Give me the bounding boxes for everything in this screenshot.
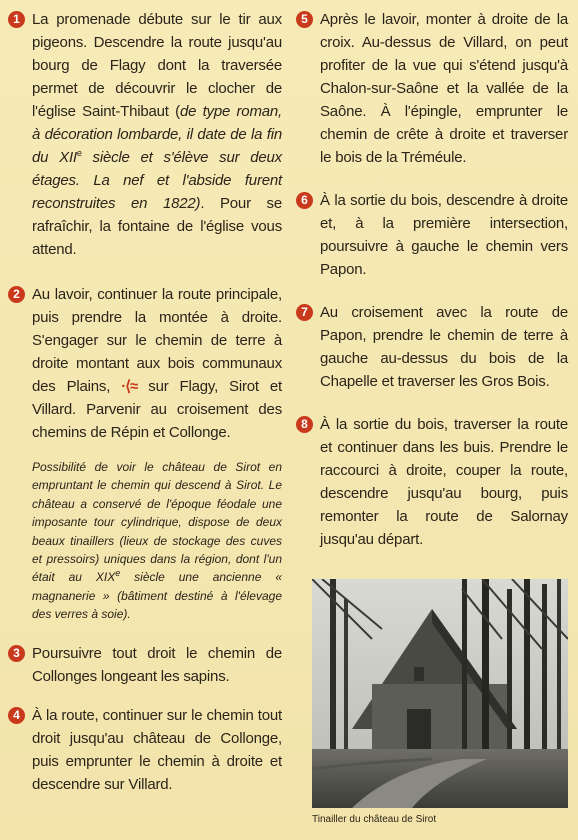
- text-run: À la route, continuer sur le chemin tout droit jusqu'au château de Collonge, puis emprunter le chemin à droite et descendre sur Villard.: [32, 706, 282, 793]
- step-text: [320, 301, 568, 393]
- step-8: [296, 413, 568, 551]
- text-run: siècle une ancienne « magnanerie » (bâtiment destiné à l'élevage des verres à soie).: [32, 570, 282, 622]
- text-run: À la sortie du bois, traverser la route et continuer dans les buis. Prendre le raccourci à droite, couper la route, descendre jusqu'au bourg, puis remonter la route de Salornay jusqu'au départ.: [320, 416, 568, 548]
- step-number-badge: 4: [8, 707, 25, 724]
- step-text: [320, 413, 568, 551]
- text-run: Possibilité de voir le château de Sirot en empruntant le chemin qui descend à Sirot. Le château a conservé de l'époque féodale une imposante tour cylindrique, dispose de deux beaux tinaillers (lieux de stockage des cuves et pressoirs) uniques dans la région, dont l'un était au XIX: [32, 460, 282, 585]
- text-run: sur Flagy, Sirot et Villard. Parvenir au croisement des chemins de Répin et Collonge.: [32, 378, 282, 441]
- step-text: [32, 704, 282, 796]
- step-text: [320, 8, 568, 169]
- step-text: [32, 642, 282, 688]
- step-text: [32, 8, 282, 261]
- step-3: [8, 642, 282, 688]
- step-6: [296, 189, 568, 281]
- left-column: [8, 8, 282, 796]
- step-5: [296, 8, 568, 169]
- text-run: Après le lavoir, monter à droite de la croix. Au-dessus de Villard, on peut profiter de la vue qui s'étend jusqu'à Chalon-sur-Saône et la vallée de la Saône. À l'épingle, emprunter le chemin de crête à droite et traverser le bois de la Tréméule.: [320, 11, 568, 166]
- text-run: e: [76, 148, 82, 158]
- text-run: de type roman, à décoration lombarde, il date de la fin du XII: [32, 103, 282, 166]
- text-run: . Pour se rafraîchir, la fontaine de l'église vous attend.: [32, 195, 282, 258]
- text-run: siècle et s'élève sur deux étages. La nef et l'abside furent reconstruites en 1822): [32, 149, 282, 212]
- step-7: [296, 301, 568, 393]
- text-run: e: [115, 568, 121, 579]
- sirot-castle-note: [32, 458, 282, 624]
- step-number-badge: 6: [296, 192, 313, 209]
- tinailler-photo-illustration: [312, 579, 568, 808]
- step-2: [8, 283, 282, 444]
- step-4: [8, 704, 282, 796]
- text-run: Au lavoir, continuer la route principale, puis prendre la montée à droite. S'engager sur le chemin de terre à droite montant aux bois communaux des Plains,: [32, 286, 282, 395]
- step-number-badge: 3: [8, 645, 25, 662]
- step-number-badge: 2: [8, 286, 25, 303]
- step-number-badge: 1: [8, 11, 25, 28]
- text-run: Au croisement avec la route de Papon, prendre le chemin de terre à gauche au-dessus du bois de la Chapelle et traverser les Gros Bois.: [320, 304, 568, 390]
- step-number-badge: 8: [296, 416, 313, 433]
- step-text: [32, 283, 282, 444]
- step-number-badge: 7: [296, 304, 313, 321]
- text-run: À la sortie du bois, descendre à droite et, à la première intersection, poursuivre à gauche le chemin vers Papon.: [320, 192, 568, 278]
- tinailler-photo: [312, 579, 568, 808]
- text-run: La promenade débute sur le tir aux pigeons. Descendre la route jusqu'au bourg de Flagy dont la traversée permet de découvrir le clocher de l'église Saint-Thibaut (: [32, 11, 282, 120]
- photo-caption: Tinailler du château de Sirot: [312, 814, 437, 825]
- step-text: [320, 189, 568, 281]
- right-column: [296, 8, 568, 551]
- trail-marker-icon: ·⟨≈: [121, 378, 138, 395]
- step-1: [8, 8, 282, 261]
- step-number-badge: 5: [296, 11, 313, 28]
- text-run: Poursuivre tout droit le chemin de Collonges longeant les sapins.: [32, 644, 282, 685]
